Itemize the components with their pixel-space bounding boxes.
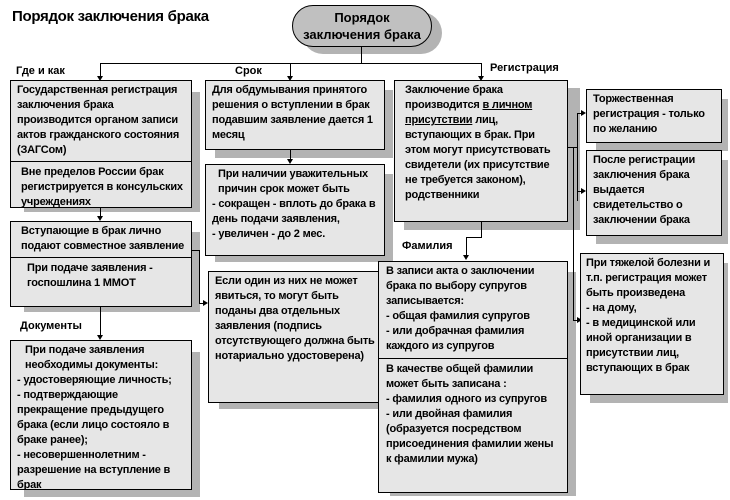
separate-applications-text: Если один из них не может явиться, то могут быть поданы два отдельных заявления (подпись отсутствующего должна быть нотариально удостоверена): [215, 275, 375, 362]
arrow-down-icon: [463, 255, 469, 260]
branch-label-documents: Документы: [20, 320, 82, 332]
branch-label-registration: Регистрация: [490, 62, 559, 74]
connector: [290, 63, 291, 77]
surname-record-intro-text: В записи акта о заключении брака по выбору супругов записывается:: [386, 265, 535, 307]
separate-applications-box: [208, 271, 384, 403]
common-surname-intro-text: В качестве общей фамилии может быть записана :: [386, 363, 534, 390]
joint-application-main-text: Вступающие в брак лично подают совместное заявление: [21, 225, 185, 252]
personal-presence-text: [401, 83, 561, 203]
documents-item: - подтверждающие прекращение предыдущего брака (если лицо состояло в браке ранее);: [17, 389, 170, 446]
documents-item: - удостоверяющие личность;: [17, 374, 172, 386]
personal-presence-box: [394, 80, 568, 222]
connector: [466, 237, 467, 256]
connector: [481, 63, 482, 77]
common-surname-item: - фамилия одного из супругов: [386, 393, 547, 405]
connector: [577, 113, 578, 201]
documents-item: - несовершеннолетним - разрешение на вступление в брак: [17, 449, 171, 490]
zags-main-text: Государственная регистрация заключения брака производится органом записи актов гражданского состояния (ЗАГСом): [17, 84, 180, 156]
connector: [100, 307, 101, 336]
root-node-line1: Порядок: [334, 10, 390, 25]
personal-presence-text-after: лиц, вступающих в брак. При этом могут присутствовать свидетели (их присутствие не требуется законом), родственники: [405, 114, 551, 201]
solemn-box: [586, 89, 722, 143]
surname-record-item: - или добрачная фамилия каждого из супругов: [386, 325, 525, 352]
term-month-box: [205, 80, 385, 150]
illness-intro-text: При тяжелой болезни и т.п. регистрация может быть произведена: [586, 257, 711, 299]
certificate-text: После регистрации заключения брака выдается свидетельство о заключении брака: [593, 154, 696, 226]
zags-sub-text: Вне пределов России брак регистрируется в консульских учреждениях: [11, 161, 191, 208]
connector: [481, 222, 482, 237]
connector: [361, 47, 362, 63]
surname-box: [378, 261, 568, 493]
common-surname-section: [379, 358, 567, 467]
connector: [100, 63, 101, 77]
term-change-intro-text: При наличии уважительных причин срок может быть: [218, 168, 368, 195]
branch-label-term: Срок: [235, 65, 262, 77]
surname-record-item: - общая фамилия супругов: [386, 310, 530, 322]
root-node-line2: заключения брака: [303, 27, 421, 42]
term-change-box: [205, 164, 385, 256]
page-title: Порядок заключения брака: [12, 8, 209, 25]
connector: [466, 237, 482, 238]
connector: [573, 147, 574, 321]
zags-box: [10, 80, 192, 208]
solemn-text: Торжественная регистрация - только по желанию: [593, 93, 705, 135]
personal-presence-text-before: Заключение брака производится: [405, 84, 503, 111]
branch-label-where-how: Где и как: [16, 65, 65, 77]
root-node: [292, 5, 432, 47]
term-month-text: Для обдумывания принятого решения о вступлении в брак подавшим заявление дается 1 месяц: [212, 84, 373, 141]
documents-box: [10, 340, 192, 490]
connector: [100, 63, 482, 64]
term-change-item: - сокращен - вплоть до брака в день подачи заявления,: [212, 198, 376, 225]
documents-intro-text: При подаче заявления необходимы документы:: [25, 344, 159, 371]
personal-presence-text-underlined: в личном присутствии: [405, 99, 533, 126]
term-change-item: - увеличен - до 2 мес.: [212, 228, 326, 240]
common-surname-item: - или двойная фамилия (образуется посредством присоединения фамилии жены к фамилии мужа): [386, 408, 554, 465]
connector: [199, 250, 200, 303]
joint-application-sub-text: При подаче заявления - госпошлина 1 ММОТ: [11, 257, 191, 291]
illness-item: - в медицинской или иной организации в присутствии лиц, вступающих в брак: [586, 317, 696, 374]
branch-label-surname: Фамилия: [402, 240, 453, 252]
joint-application-box: [10, 221, 192, 307]
certificate-box: [586, 150, 722, 236]
illness-box: [580, 253, 724, 395]
illness-item: - на дому,: [586, 302, 637, 314]
